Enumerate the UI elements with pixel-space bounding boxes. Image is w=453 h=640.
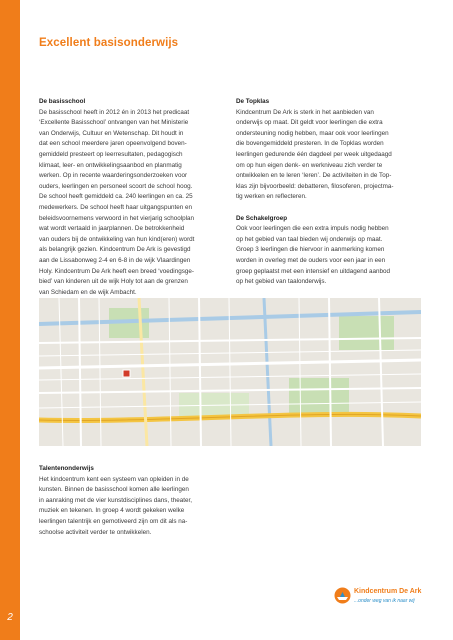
section-heading-topklas: De Topklas bbox=[236, 98, 270, 105]
section-heading-talentenonderwijs: Talentenonderwijs bbox=[39, 465, 94, 472]
left-column bbox=[39, 97, 227, 298]
map-graphic bbox=[39, 298, 421, 446]
section-heading-basisschool: De basisschool bbox=[39, 98, 86, 105]
kindcentrum-logo bbox=[334, 583, 432, 613]
map-park bbox=[289, 378, 349, 416]
bottom-section bbox=[39, 464, 227, 538]
section-text-talentenonderwijs: Het kindcentrum kent een systeem van opleiden in de kunsten. Binnen de basisschool komen alle leerlingen in aanraking met de vier kunstdisciplines dans, theater, muziek en tekenen. In groep 4 wordt gekeken welke leerlingen talentrijk en gemotiveerd zijn om dit als na- schoolse activiteit verder te ontwikkelen. bbox=[39, 475, 192, 536]
right-column bbox=[236, 97, 421, 288]
page-title: Excellent basisonderwijs bbox=[39, 37, 179, 49]
logo-name: Kindcentrum De Ark bbox=[354, 588, 422, 595]
ark-logo-icon bbox=[334, 587, 351, 604]
logo-tagline: ...onder weg van ik naar wij bbox=[354, 598, 415, 604]
section-text-basisschool: De basisschool heeft in 2012 én in 2013 het predicaat ‘Excellente Basisschool’ ontvangen van het Ministerie van Onderwijs, Cultuur en Wetenschap. Dit houdt in dat een school meerdere jaren opeenvolgend boven- gemiddeld presteert op leerresultaten, pedagogisch klimaat, leer- en ontwikkelingsaanbod en planmatig werken. Op in recente waarderingsonderzoeken voor ouders, leerlingen en personeel scoort de school hoog. De school heeft gemiddeld ca. 240 leerlingen en ca. 25 medewerkers. De school heeft haar uitgangspunten en beleidsvoornemens verwoord in het vierjarig schoolplan wat wordt vertaald in jaarplannen. De betrokkenheid van ouders bij de ontwikkeling van hun kind(eren) wordt als belangrijk gezien. Kindcentrum De Ark is gevestigd aan de Lissabonweg 2-4 en 6-8 in de wijk Vlaardingen Holy. Kindcentrum De Ark heeft een breed ‘voedingsge- bied’ van kinderen uit de wijk Holy tot aan de grenzen van Schiedam en de wijk Ambacht. bbox=[39, 108, 195, 296]
map-park bbox=[339, 316, 394, 350]
section-text-schakelgroep: Ook voor leerlingen die een extra impuls nodig hebben op het gebied van taal bieden wij onderwijs op maat. Groep 3 leerlingen die hiervoor in aanmerking komen worden in overleg met de ouders voor een jaar in een groep geplaatst met een intensief en uitdagend aanbod op het gebied van taalonderwijs. bbox=[236, 225, 391, 286]
location-marker-icon bbox=[123, 370, 130, 377]
location-map bbox=[39, 298, 421, 446]
orange-side-bar bbox=[0, 0, 20, 640]
section-text-topklas: Kindcentrum De Ark is sterk in het aanbieden van onderwijs op maat. Dit geldt voor leerlingen die extra ondersteuning nodig hebben, maar ook voor leerlingen die bovengemiddeld presteren. In de Topklas worden leerlingen gedurende één dagdeel per week uitgedaagd om op hun eigen denk- en werkniveau zich verder te ontwikkelen en te leren ‘leren’. De activiteiten in de Top- klas zijn bijvoorbeeld: debatteren, filosoferen, projectma- tig werken en reflecteren. bbox=[236, 108, 394, 201]
page-number: 2 bbox=[7, 612, 13, 623]
section-heading-schakelgroep: De Schakelgroep bbox=[236, 214, 288, 222]
